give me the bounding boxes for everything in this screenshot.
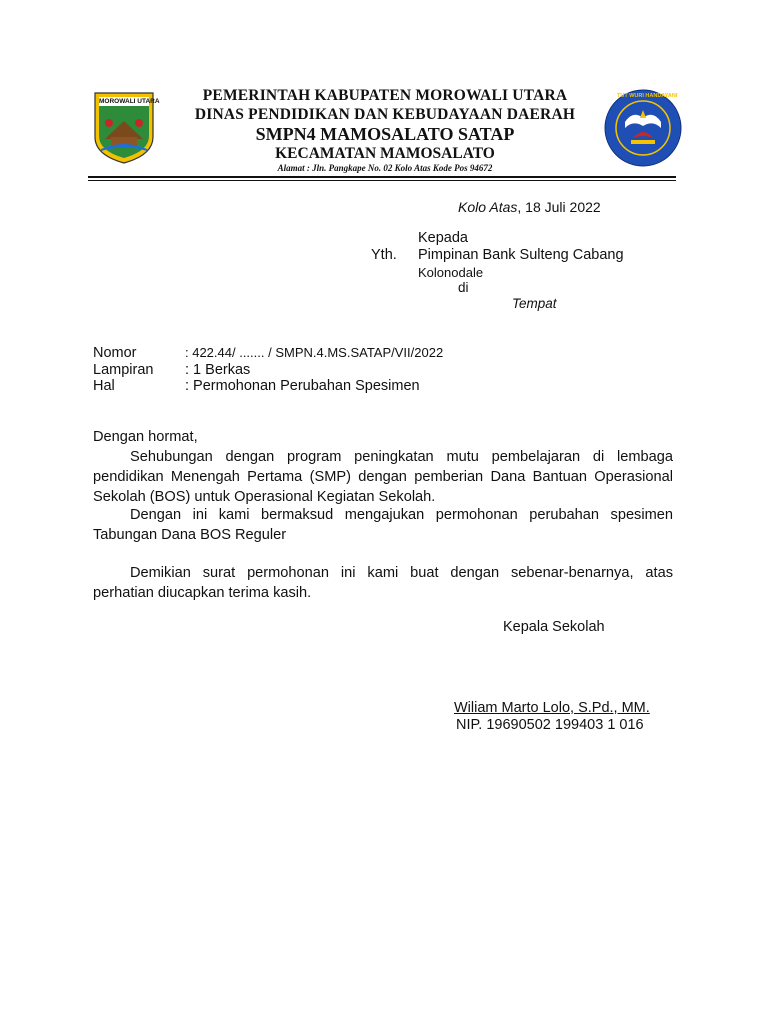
district-name: KECAMATAN MAMOSALATO bbox=[275, 145, 495, 162]
date: , 18 Juli 2022 bbox=[517, 199, 601, 215]
body-paragraph-3: Demikian surat permohonan ini kami buat dengan sebenar-benarnya, atas perhatian diucapkan terima kasih. bbox=[93, 565, 673, 601]
meta-label-lampiran: Lampiran bbox=[93, 362, 154, 378]
recipient-tempat: Tempat bbox=[512, 296, 557, 311]
letterhead-rule-thick bbox=[88, 176, 676, 178]
letterhead-rule-thin bbox=[88, 180, 676, 181]
signature-nip: NIP. 19690502 199403 1 016 bbox=[456, 717, 644, 733]
recipient-yth: Yth. bbox=[371, 247, 397, 263]
tut-wuri-logo-text: TUT WURI HANDAYANI bbox=[617, 93, 678, 99]
recipient-di: di bbox=[458, 280, 469, 295]
recipient-city: Kolonodale bbox=[418, 265, 484, 280]
tut-wuri-handayani-logo bbox=[603, 88, 683, 168]
place: Kolo Atas bbox=[458, 199, 518, 215]
letterhead-line-1: PEMERINTAH KABUPATEN MOROWALI UTARA bbox=[202, 87, 568, 104]
recipient-name: Pimpinan Bank Sulteng Cabang bbox=[418, 247, 624, 263]
meta-value-lampiran: : 1 Berkas bbox=[185, 362, 251, 378]
body-paragraph-2: Dengan ini kami bermaksud mengajukan permohonan perubahan spesimen Tabungan Dana BOS Reguler bbox=[93, 507, 673, 543]
meta-value-nomor: : 422.44/ ....... / SMPN.4.MS.SATAP/VII/2022 bbox=[185, 345, 444, 360]
body-paragraph-1: Sehubungan dengan program peningkatan mutu pembelajaran di lembaga pendidikan Menengah Pertama (SMP) dengan pemberian Dana Bantuan Operasional Sekolah (BOS) untuk Operasional Kegiatan Sekolah. bbox=[93, 449, 673, 505]
meta-label-nomor: Nomor bbox=[93, 345, 137, 361]
meta-label-hal: Hal bbox=[93, 378, 115, 394]
letterhead-line-2: DINAS PENDIDIKAN DAN KEBUDAYAAN DAERAH bbox=[194, 106, 576, 123]
recipient-kepada: Kepada bbox=[418, 230, 468, 246]
regency-logo-text: MOROWALI UTARA bbox=[99, 98, 160, 105]
greeting: Dengan hormat, bbox=[93, 429, 198, 445]
regency-logo bbox=[91, 89, 160, 165]
signature-name: Wiliam Marto Lolo, S.Pd., MM. bbox=[454, 700, 650, 716]
school-address: Alamat : Jln. Pangkape No. 02 Kolo Atas Kode Pos 94672 bbox=[277, 163, 493, 173]
school-name: SMPN4 MAMOSALATO SATAP bbox=[255, 124, 515, 144]
signature-title: Kepala Sekolah bbox=[503, 619, 605, 635]
place-date bbox=[458, 199, 601, 215]
meta-value-hal: : Permohonan Perubahan Spesimen bbox=[185, 378, 420, 394]
